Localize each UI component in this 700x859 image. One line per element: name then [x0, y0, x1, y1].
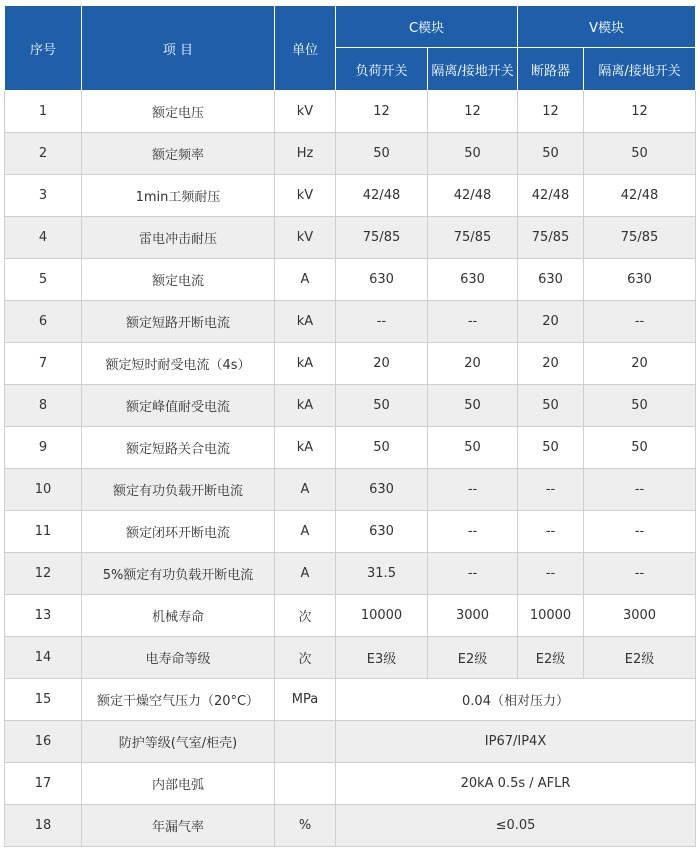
c-isolating-switch-value: E2级 [428, 637, 518, 679]
row-item: 额定短路关合电流 [82, 427, 275, 469]
v-breaker-value: 75/85 [518, 217, 584, 259]
table-row [5, 595, 696, 637]
v-breaker-value: E2级 [518, 637, 584, 679]
table-row [5, 805, 696, 847]
c-isolating-switch-value: 50 [428, 385, 518, 427]
row-unit: Hz [275, 133, 336, 175]
merged-value: ≤0.05 [336, 805, 696, 847]
header-c-module: C模块 [336, 6, 518, 48]
c-load-switch-value: 630 [336, 511, 428, 553]
table-row [5, 259, 696, 301]
row-number: 4 [5, 217, 82, 259]
v-breaker-value: 50 [518, 133, 584, 175]
table-row [5, 553, 696, 595]
table-body [5, 91, 696, 847]
row-unit: 次 [275, 637, 336, 679]
row-item: 1min工频耐压 [82, 175, 275, 217]
row-unit: % [275, 805, 336, 847]
row-item: 雷电冲击耐压 [82, 217, 275, 259]
v-isolating-switch-value: E2级 [584, 637, 696, 679]
c-load-switch-value: 10000 [336, 595, 428, 637]
row-number: 6 [5, 301, 82, 343]
c-load-switch-value: 50 [336, 385, 428, 427]
table-row [5, 175, 696, 217]
row-item: 额定有功负载开断电流 [82, 469, 275, 511]
v-isolating-switch-value: 50 [584, 133, 696, 175]
row-item: 额定干燥空气压力（20°C） [82, 679, 275, 721]
row-number: 12 [5, 553, 82, 595]
table-row [5, 763, 696, 805]
row-item: 额定电压 [82, 91, 275, 133]
row-number: 11 [5, 511, 82, 553]
row-unit: kA [275, 343, 336, 385]
v-breaker-value: -- [518, 511, 584, 553]
v-breaker-value: 630 [518, 259, 584, 301]
table-row [5, 637, 696, 679]
v-isolating-switch-value: 50 [584, 427, 696, 469]
v-breaker-value: -- [518, 469, 584, 511]
table-row [5, 385, 696, 427]
c-isolating-switch-value: 12 [428, 91, 518, 133]
row-item: 额定频率 [82, 133, 275, 175]
row-number: 15 [5, 679, 82, 721]
table-row [5, 679, 696, 721]
row-unit: A [275, 511, 336, 553]
row-unit [275, 721, 336, 763]
row-number: 1 [5, 91, 82, 133]
row-item: 内部电弧 [82, 763, 275, 805]
row-number: 13 [5, 595, 82, 637]
table-row [5, 721, 696, 763]
v-isolating-switch-value: 42/48 [584, 175, 696, 217]
row-item: 额定闭环开断电流 [82, 511, 275, 553]
row-unit: kV [275, 175, 336, 217]
row-unit: MPa [275, 679, 336, 721]
v-breaker-value: 20 [518, 301, 584, 343]
c-load-switch-value: 31.5 [336, 553, 428, 595]
row-number: 3 [5, 175, 82, 217]
table-row [5, 343, 696, 385]
v-breaker-value: 50 [518, 427, 584, 469]
header-item: 项 目 [82, 6, 275, 91]
c-load-switch-value: 50 [336, 133, 428, 175]
v-breaker-value: 50 [518, 385, 584, 427]
table-row [5, 511, 696, 553]
row-item: 年漏气率 [82, 805, 275, 847]
c-load-switch-value: 630 [336, 259, 428, 301]
row-unit: kA [275, 427, 336, 469]
row-item: 防护等级(气室/柜壳) [82, 721, 275, 763]
row-number: 9 [5, 427, 82, 469]
row-item: 额定短时耐受电流（4s） [82, 343, 275, 385]
row-unit: kA [275, 301, 336, 343]
row-number: 10 [5, 469, 82, 511]
row-number: 17 [5, 763, 82, 805]
c-isolating-switch-value: 630 [428, 259, 518, 301]
table-row [5, 301, 696, 343]
row-item: 机械寿命 [82, 595, 275, 637]
c-load-switch-value: 50 [336, 427, 428, 469]
c-load-switch-value: 75/85 [336, 217, 428, 259]
merged-value: 0.04（相对压力） [336, 679, 696, 721]
row-number: 8 [5, 385, 82, 427]
table-row [5, 217, 696, 259]
row-item: 额定峰值耐受电流 [82, 385, 275, 427]
header-v-isolating-switch: 隔离/接地开关 [584, 48, 696, 91]
c-load-switch-value: 20 [336, 343, 428, 385]
c-isolating-switch-value: 75/85 [428, 217, 518, 259]
merged-value: IP67/IP4X [336, 721, 696, 763]
table-row [5, 133, 696, 175]
row-number: 5 [5, 259, 82, 301]
v-isolating-switch-value: 50 [584, 385, 696, 427]
v-isolating-switch-value: 20 [584, 343, 696, 385]
table-row [5, 91, 696, 133]
c-isolating-switch-value: 3000 [428, 595, 518, 637]
table-row [5, 427, 696, 469]
c-load-switch-value: E3级 [336, 637, 428, 679]
v-isolating-switch-value: -- [584, 511, 696, 553]
header-c-isolating-switch: 隔离/接地开关 [428, 48, 518, 91]
header-v-breaker: 断路器 [518, 48, 584, 91]
v-isolating-switch-value: -- [584, 301, 696, 343]
row-unit: kA [275, 385, 336, 427]
v-breaker-value: 42/48 [518, 175, 584, 217]
row-number: 7 [5, 343, 82, 385]
v-isolating-switch-value: -- [584, 553, 696, 595]
row-item: 额定短路开断电流 [82, 301, 275, 343]
v-isolating-switch-value: 3000 [584, 595, 696, 637]
c-load-switch-value: -- [336, 301, 428, 343]
row-item: 电寿命等级 [82, 637, 275, 679]
table-row [5, 469, 696, 511]
row-item: 5%额定有功负载开断电流 [82, 553, 275, 595]
c-isolating-switch-value: -- [428, 301, 518, 343]
header-c-load-switch: 负荷开关 [336, 48, 428, 91]
header-v-module: V模块 [518, 6, 696, 48]
c-isolating-switch-value: 20 [428, 343, 518, 385]
v-breaker-value: 20 [518, 343, 584, 385]
c-isolating-switch-value: 42/48 [428, 175, 518, 217]
row-number: 16 [5, 721, 82, 763]
c-isolating-switch-value: -- [428, 553, 518, 595]
v-breaker-value: 10000 [518, 595, 584, 637]
row-unit: A [275, 553, 336, 595]
row-unit: kV [275, 217, 336, 259]
header-unit: 单位 [275, 6, 336, 91]
row-unit: 次 [275, 595, 336, 637]
c-isolating-switch-value: -- [428, 469, 518, 511]
row-unit: A [275, 469, 336, 511]
row-unit: A [275, 259, 336, 301]
v-breaker-value: 12 [518, 91, 584, 133]
v-breaker-value: -- [518, 553, 584, 595]
row-unit [275, 763, 336, 805]
c-isolating-switch-value: 50 [428, 427, 518, 469]
row-unit: kV [275, 91, 336, 133]
spec-table [4, 5, 696, 847]
c-isolating-switch-value: -- [428, 511, 518, 553]
row-number: 14 [5, 637, 82, 679]
v-isolating-switch-value: 630 [584, 259, 696, 301]
v-isolating-switch-value: 75/85 [584, 217, 696, 259]
header-no: 序号 [5, 6, 82, 91]
c-load-switch-value: 630 [336, 469, 428, 511]
row-number: 18 [5, 805, 82, 847]
c-isolating-switch-value: 50 [428, 133, 518, 175]
c-load-switch-value: 42/48 [336, 175, 428, 217]
row-item: 额定电流 [82, 259, 275, 301]
v-isolating-switch-value: 12 [584, 91, 696, 133]
c-load-switch-value: 12 [336, 91, 428, 133]
row-number: 2 [5, 133, 82, 175]
merged-value: 20kA 0.5s / AFLR [336, 763, 696, 805]
v-isolating-switch-value: -- [584, 469, 696, 511]
